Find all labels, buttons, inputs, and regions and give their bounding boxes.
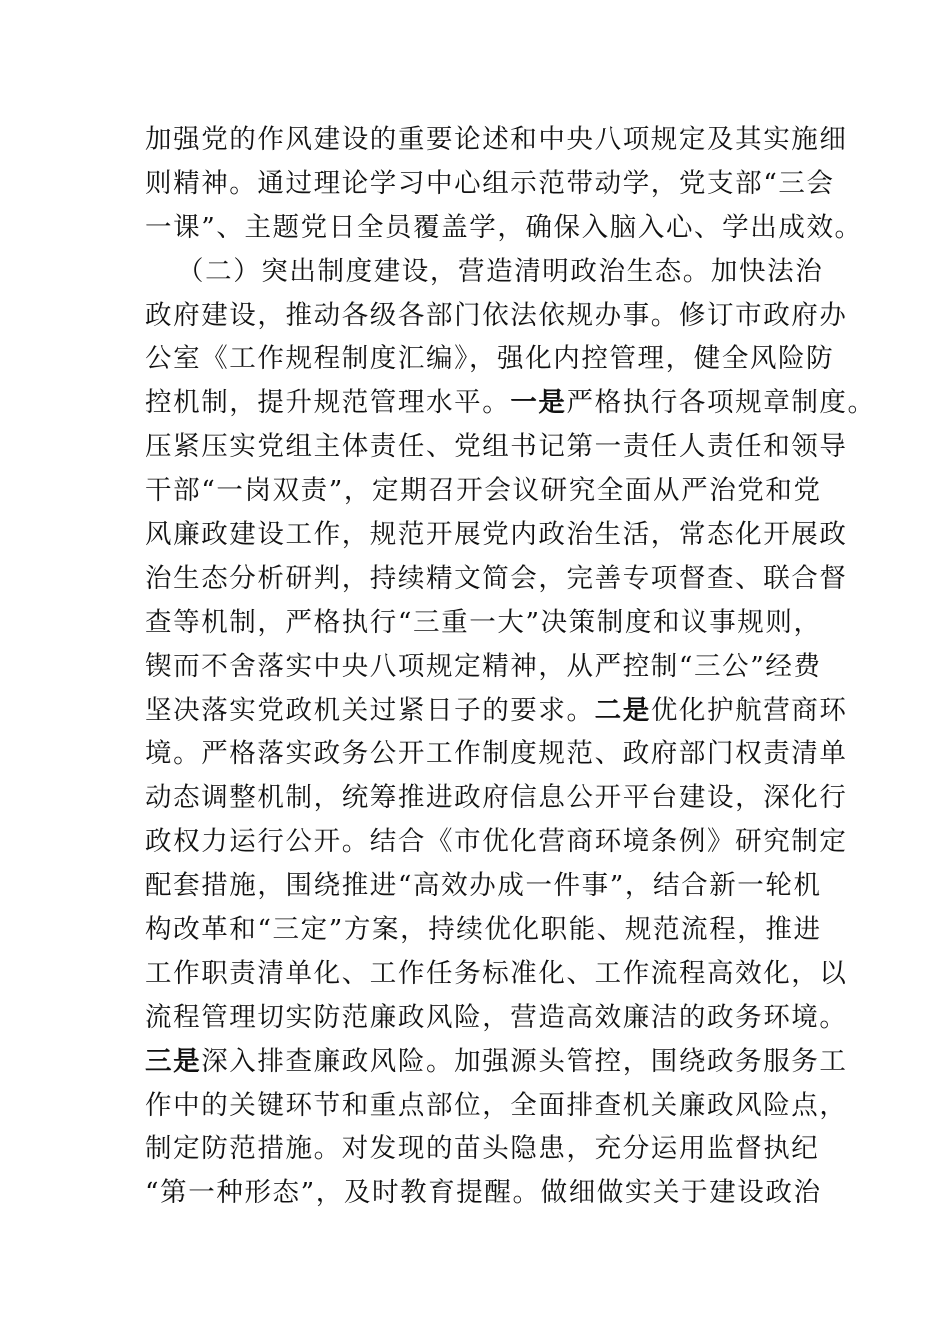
text-run: 风廉政建设工作，规范开展党内政治生活，常态化开展政 bbox=[145, 519, 848, 551]
text-run: 严格执行各项规章制度。 bbox=[566, 387, 876, 419]
text-line bbox=[145, 776, 848, 820]
text-run: 政府建设，推动各级各部门依法依规办事。修订市政府办 bbox=[145, 299, 848, 331]
text-run: 工作职责清单化、工作任务标准化、工作流程高效化，以 bbox=[145, 957, 848, 989]
text-run: 流程管理切实防范廉政风险，营造高效廉洁的政务环境。 bbox=[145, 1001, 848, 1033]
text-run: 政权力运行公开。结合《市优化营商环境条例》研究制定 bbox=[145, 826, 848, 858]
text-line bbox=[145, 425, 848, 469]
text-line bbox=[145, 294, 848, 338]
text-line bbox=[145, 1171, 835, 1215]
text-run: 则精神。通过理论学习中心组示范带动学，党支部“三会 bbox=[145, 167, 835, 199]
text-line bbox=[145, 601, 835, 645]
text-line bbox=[145, 1084, 848, 1128]
text-run: 治生态分析研判，持续精文简会，完善专项督查、联合督 bbox=[145, 562, 848, 594]
text-run: 制定防范措施。对发现的苗头隐患，充分运用监督执纪 bbox=[145, 1133, 820, 1165]
text-line bbox=[145, 250, 835, 294]
text-line bbox=[145, 206, 863, 250]
text-line bbox=[145, 337, 835, 381]
text-run: 压紧压实党组主体责任、党组书记第一责任人责任和领导 bbox=[145, 431, 848, 463]
text-run: 坚决落实党政机关过紧日子的要求。 bbox=[145, 694, 595, 726]
text-run: 动态调整机制，统筹推进政府信息公开平台建设，深化行 bbox=[145, 782, 848, 814]
text-line bbox=[145, 557, 848, 601]
text-line bbox=[145, 952, 848, 996]
text-line bbox=[145, 381, 876, 425]
text-line bbox=[145, 996, 848, 1040]
text-run: 配套措施，围绕推进“高效办成一件事”，结合新一轮机 bbox=[145, 870, 822, 902]
text-line bbox=[145, 908, 835, 952]
text-run: “第一种形态”，及时教育提醒。做细做实关于建设政治 bbox=[145, 1177, 822, 1209]
text-line bbox=[145, 820, 848, 864]
text-run: 一课”、主题党日全员覆盖学，确保入脑入心、学出成效。 bbox=[145, 211, 863, 243]
text-line bbox=[145, 469, 835, 513]
text-run: 作中的关键环节和重点部位，全面排查机关廉政风险点， bbox=[145, 1089, 848, 1121]
text-line bbox=[145, 162, 835, 206]
text-line bbox=[145, 118, 848, 162]
text-run: 锲而不舍落实中央八项规定精神，从严控制“三公”经费 bbox=[145, 650, 822, 682]
text-line bbox=[145, 1127, 835, 1171]
text-run: 构改革和“三定”方案，持续优化职能、规范流程，推进 bbox=[145, 914, 822, 946]
bold-text-run: 三是 bbox=[145, 1045, 202, 1077]
text-line bbox=[145, 513, 848, 557]
body-text bbox=[145, 118, 876, 1215]
text-run: 查等机制，严格执行“三重一大”决策制度和议事规则， bbox=[145, 606, 822, 638]
text-run: 公室《工作规程制度汇编》，强化内控管理，健全风险防 bbox=[145, 343, 835, 375]
text-run: 深入排查廉政风险。加强源头管控，围绕政务服务工 bbox=[201, 1045, 848, 1077]
text-run: 干部“一岗双责”，定期召开会议研究全面从严治党和党 bbox=[145, 475, 822, 507]
text-run: （二）突出制度建设，营造清明政治生态。加快法治 bbox=[177, 255, 824, 287]
text-run: 优化护航营商环 bbox=[650, 694, 848, 726]
text-line bbox=[145, 864, 835, 908]
text-line bbox=[145, 645, 835, 689]
text-run: 境。严格落实政务公开工作制度规范、政府部门权责清单 bbox=[145, 738, 848, 770]
text-run: 控机制，提升规范管理水平。 bbox=[145, 387, 511, 419]
text-line bbox=[145, 689, 848, 733]
bold-text-run: 二是 bbox=[594, 694, 651, 726]
text-run: 加强党的作风建设的重要论述和中央八项规定及其实施细 bbox=[145, 124, 848, 155]
text-line bbox=[145, 1040, 848, 1084]
text-line bbox=[145, 732, 848, 776]
bold-text-run: 一是 bbox=[510, 387, 567, 419]
